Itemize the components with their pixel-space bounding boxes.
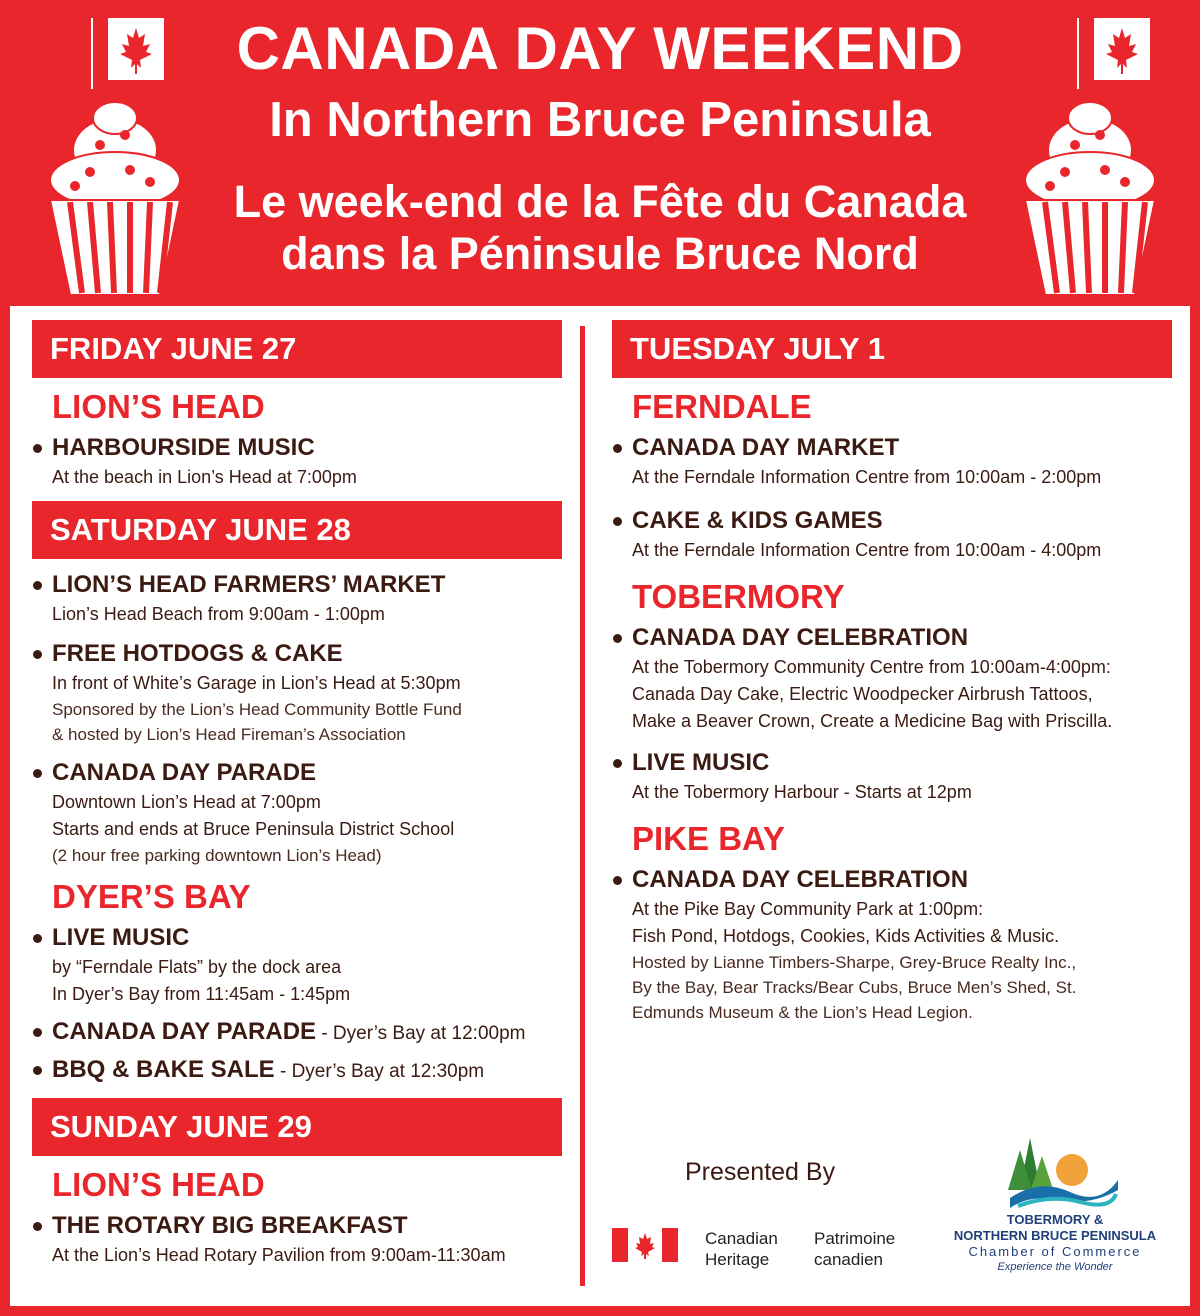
left-column <box>32 320 562 1269</box>
list-item <box>612 432 1172 491</box>
event-title: FREE HOTDOGS & CAKE <box>52 638 562 670</box>
list-item <box>32 922 562 1008</box>
event-detail: Downtown Lion’s Head at 7:00pm <box>52 792 321 812</box>
chamber-logo-icon <box>1000 1128 1120 1214</box>
cupcake-icon <box>1005 90 1175 300</box>
canada-flag-icon <box>1068 14 1178 89</box>
chamber-of-commerce-logo-text <box>938 1212 1172 1274</box>
event-detail: by “Ferndale Flats” by the dock area <box>52 957 342 977</box>
heritage-fr-line1: Patrimoine <box>814 1229 896 1248</box>
town-heading: TOBERMORY <box>632 578 845 615</box>
day-header-tuesday: TUESDAY JULY 1 <box>612 320 1172 378</box>
day-header-saturday: SATURDAY JUNE 28 <box>32 501 562 559</box>
header-banner <box>0 0 1200 306</box>
chamber-tagline: Experience the Wonder <box>997 1261 1113 1273</box>
list-item <box>32 1016 562 1050</box>
chamber-line1: TOBERMORY & <box>1006 1212 1104 1227</box>
page-title: CANADA DAY WEEKEND <box>236 15 964 82</box>
town-heading: LION’S HEAD <box>52 1166 265 1203</box>
event-title: LIVE MUSIC <box>52 922 562 954</box>
event-note: By the Bay, Bear Tracks/Bear Cubs, Bruce Men’s Shed, St. <box>632 978 1077 997</box>
day-header-sunday: SUNDAY JUNE 29 <box>32 1098 562 1156</box>
event-inline-detail: - Dyer’s Bay at 12:00pm <box>316 1023 526 1044</box>
event-detail: At the Lion’s Head Rotary Pavilion from 9:00am-11:30am <box>52 1245 506 1265</box>
list-item <box>32 432 562 491</box>
event-note: Hosted by Lianne Timbers-Sharpe, Grey-Bruce Realty Inc., <box>632 953 1077 972</box>
heritage-en-line1: Canadian <box>705 1229 778 1248</box>
event-note: & hosted by Lion’s Head Fireman’s Association <box>52 725 406 744</box>
event-detail: At the Ferndale Information Centre from 10:00am - 2:00pm <box>632 467 1102 487</box>
chamber-line3: Chamber of Commerce <box>968 1244 1142 1259</box>
page-subtitle: In Northern Bruce Peninsula <box>269 93 931 147</box>
event-detail: In front of White’s Garage in Lion’s Head at 5:30pm <box>52 673 461 693</box>
chamber-line2: NORTHERN BRUCE PENINSULA <box>953 1228 1157 1243</box>
event-title: CANADA DAY CELEBRATION <box>632 864 1172 896</box>
presented-by-label: Presented By <box>685 1158 836 1186</box>
canada-flag-icon <box>82 14 192 89</box>
event-detail: In Dyer’s Bay from 11:45am - 1:45pm <box>52 984 351 1004</box>
town-heading: PIKE BAY <box>632 820 785 857</box>
cupcake-icon <box>30 90 200 300</box>
event-detail: At the Pike Bay Community Park at 1:00pm: <box>632 899 984 919</box>
event-title-text: CANADA DAY PARADE <box>52 1018 317 1045</box>
event-detail: At the Tobermory Community Centre from 10:00am-4:00pm: <box>632 657 1111 677</box>
event-detail: Lion’s Head Beach from 9:00am - 1:00pm <box>52 604 385 624</box>
list-item <box>32 638 562 747</box>
event-title-text: BBQ & BAKE SALE <box>52 1056 275 1083</box>
canada-flag-icon <box>612 1228 678 1262</box>
list-item <box>612 747 1172 806</box>
event-detail: Starts and ends at Bruce Peninsula District School <box>52 819 455 839</box>
event-note: Sponsored by the Lion’s Head Community Bottle Fund <box>52 700 462 719</box>
right-column <box>612 320 1172 1025</box>
column-divider <box>580 326 585 1286</box>
event-note: (2 hour free parking downtown Lion’s Head) <box>52 846 382 865</box>
page-title-french: Le week-end de la Fête du Canada <box>233 176 967 227</box>
town-heading: FERNDALE <box>632 388 812 425</box>
day-header-friday: FRIDAY JUNE 27 <box>32 320 562 378</box>
event-title: LIVE MUSIC <box>632 747 1172 779</box>
event-title <box>52 1054 562 1088</box>
event-title: CAKE & KIDS GAMES <box>632 505 1172 537</box>
canadian-heritage-fr <box>814 1228 895 1270</box>
event-inline-detail: - Dyer’s Bay at 12:30pm <box>274 1061 485 1082</box>
canadian-heritage-en <box>705 1228 778 1270</box>
list-item <box>612 864 1172 1025</box>
heritage-en-line2: Heritage <box>705 1250 770 1269</box>
event-detail: At the Ferndale Information Centre from 10:00am - 4:00pm <box>632 540 1102 560</box>
list-item <box>612 622 1172 735</box>
event-detail: At the Tobermory Harbour - Starts at 12pm <box>632 782 972 802</box>
list-item <box>32 1054 562 1088</box>
event-detail: Canada Day Cake, Electric Woodpecker Airbrush Tattoos, <box>632 684 1093 704</box>
event-note: Edmunds Museum & the Lion’s Head Legion. <box>632 1003 973 1022</box>
town-heading: DYER’S BAY <box>52 878 251 915</box>
event-title <box>52 1016 562 1050</box>
list-item <box>32 757 562 868</box>
heritage-fr-line2: canadien <box>814 1250 884 1269</box>
event-detail: At the beach in Lion’s Head at 7:00pm <box>52 467 357 487</box>
event-detail: Fish Pond, Hotdogs, Cookies, Kids Activities & Music. <box>632 926 1060 946</box>
page-subtitle-french: dans la Péninsule Bruce Nord <box>281 228 919 279</box>
list-item <box>32 569 562 628</box>
event-title: HARBOURSIDE MUSIC <box>52 432 562 464</box>
town-heading: LION’S HEAD <box>52 388 265 425</box>
event-title: LION’S HEAD FARMERS’ MARKET <box>52 569 562 601</box>
event-title: CANADA DAY MARKET <box>632 432 1172 464</box>
event-detail: Make a Beaver Crown, Create a Medicine Bag with Priscilla. <box>632 711 1113 731</box>
event-title: CANADA DAY PARADE <box>52 757 562 789</box>
list-item <box>612 505 1172 564</box>
event-title: CANADA DAY CELEBRATION <box>632 622 1172 654</box>
list-item <box>32 1210 562 1269</box>
event-title: THE ROTARY BIG BREAKFAST <box>52 1210 562 1242</box>
